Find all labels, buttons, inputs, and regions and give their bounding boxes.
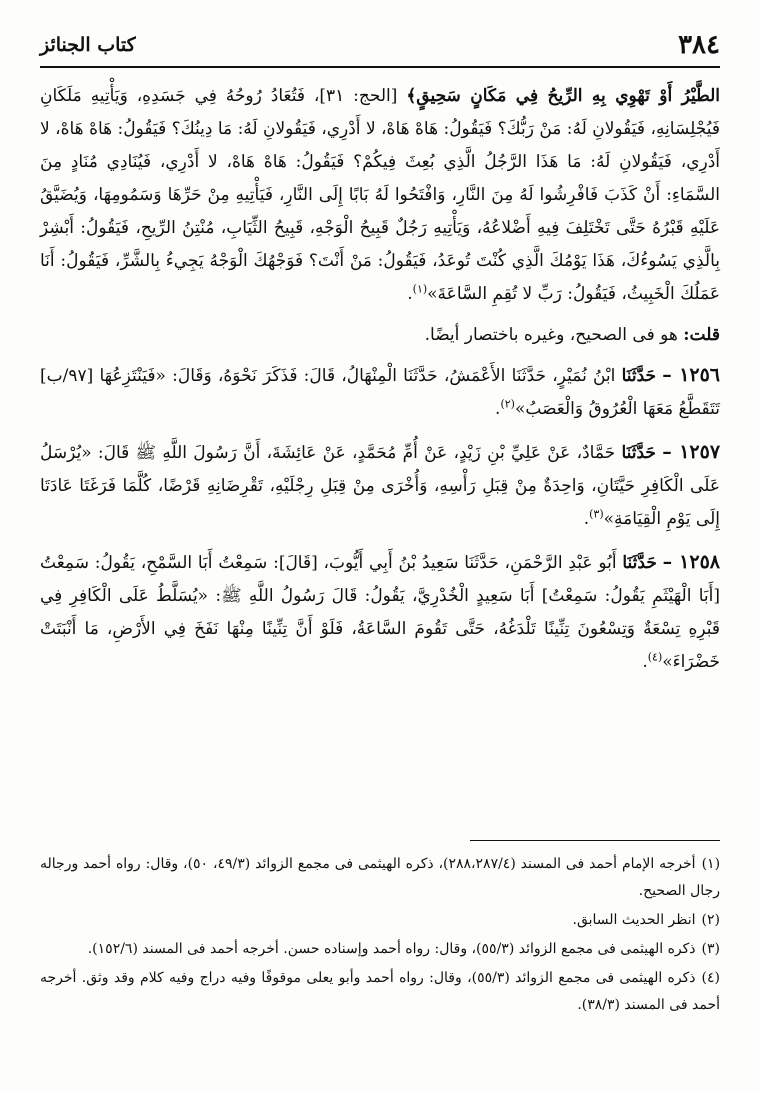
footnote-item: [40, 907, 720, 934]
footnote-number: (٤): [701, 970, 720, 986]
page-number: ٣٨٤: [678, 30, 720, 60]
quran-verse-end: الطَّيْرُ أَوْ تَهْوِي بِهِ الرِّيحُ فِي مَكَانٍ سَحِيقٍ﴾: [406, 86, 720, 106]
footnote-item: [40, 965, 720, 1019]
footnotes-section: [40, 840, 720, 1021]
footnote-ref-2: (٢): [500, 397, 515, 411]
hadith-opening-word: حَدَّثَنَا: [621, 443, 656, 463]
comment-label: قلت:: [683, 325, 720, 345]
hadith-1258: ١٢٥٨ – حَدَّثَنَا أَبُو عَبْدِ الرَّحْمَنِ، حَدَّثَنَا سَعِيدُ بْنُ أَبِي أَيُّوبَ، [قَالَ]: سَمِعْتُ أَبَا السَّمْحِ، يَقُولُ: سَمِعْتُ [أَبَا الْهَيْثَمِ يَقُولُ: سَمِعْتُ] أَبَا سَعِيدٍ الْخُدْرِيَّ، يَقُولُ: قَالَ رَسُولُ اللَّهِ ﷺ: «يُسَلَّطُ عَلَى الْكَافِرِ فِي قَبْرِهِ تِسْعَةٌ وَتِسْعُونَ تِنِّينًا تَلْدَغُهُ، حَتَّى تَقُومَ السَّاعَةُ، فَلَوْ أَنَّ تِنِّينًا مِنْهَا نَفَخَ فِي الأَرْضِ، مَا أَنْبَتَتْ خَضْرَاءَ»$^{(٤)}$.: [40, 551, 720, 672]
footnote-text: ذكره الهيثمى فى مجمع الزوائد (٥٥/٣)، وقال: رواه أحمد وإسناده حسن. أخرجه أحمد فى المسند (١٥٢/٦).: [87, 941, 696, 957]
footnote-number: (٢): [701, 912, 720, 928]
hadith-1257: ١٢٥٧ – حَدَّثَنَا حَمَّادٌ، عَنْ عَلِيِّ بْنِ زَيْدٍ، عَنْ أُمِّ مُحَمَّدٍ، عَنْ عَائِشَةَ، أَنَّ رَسُولَ اللَّهِ ﷺ قَالَ: «يُرْسَلُ عَلَى الْكَافِرِ حَيَّتَانِ، وَاحِدَةٌ مِنْ قِبَلِ رَأْسِهِ، وَأُخْرَى مِنْ قِبَلِ رِجْلَيْهِ، تَقْرِضَانِهِ قَرْضًا، كُلَّمَا فَرَغَتَا عَادَتَا إِلَى يَوْمِ الْقِيَامَةِ»$^{(٣)}$.: [40, 441, 721, 529]
hadith-number: ١٢٥٨ –: [662, 551, 720, 573]
editor-comment: [40, 319, 720, 351]
footnote-number: (١): [701, 856, 721, 872]
footnote-item: [40, 936, 720, 963]
footnote-ref-1: (١): [412, 282, 428, 296]
page-header: [40, 30, 720, 68]
hadith-number: ١٢٥٦ –: [662, 364, 721, 386]
footnote-number: (٣): [701, 941, 720, 957]
hadith-opening-word: حَدَّثَنَا: [621, 366, 657, 386]
running-title: كتاب الجنائز: [40, 34, 136, 56]
footnote-item: [40, 851, 720, 905]
hadith-1256: ١٢٥٦ – حَدَّثَنَا ابْنُ نُمَيْرٍ، حَدَّثَنَا الأَعْمَشُ، حَدَّثَنَا الْمِنْهَالُ، قَالَ: فَذَكَرَ نَحْوَهُ، وَقَالَ: «فَيَنْتَزِعُهَا [٩٧/ب] تَتَقَطَّعُ مَعَهَا الْعُرُوقُ وَالْعَصَبُ»$^{(٢)}$.: [40, 364, 721, 419]
hadith-text: حَمَّادٌ، عَنْ عَلِيِّ بْنِ زَيْدٍ، عَنْ أُمِّ مُحَمَّدٍ، عَنْ عَائِشَةَ، أَنَّ رَسُولَ اللَّهِ ﷺ قَالَ: «يُرْسَلُ عَلَى الْكَافِرِ حَيَّتَانِ، وَاحِدَةٌ مِنْ قِبَلِ رَأْسِهِ، وَأُخْرَى مِنْ قِبَلِ رِجْلَيْهِ، تَقْرِضَانِهِ قَرْضًا، كُلَّمَا فَرَغَتَا عَادَتَا إِلَى يَوْمِ الْقِيَامَةِ»: [40, 443, 720, 529]
opening-text: [الحج: ٣١]، فَتُعَادُ رُوحُهُ فِي جَسَدِهِ، وَيَأْتِيهِ مَلَكَانِ فَيُجْلِسَانِهِ، فَيَقُولانِ لَهُ: مَنْ رَبُّكَ؟ فَيَقُولُ: هَاهْ هَاهْ، لا أَدْرِي، فَيَقُولانِ لَهُ: مَا دِينُكَ؟ فَيَقُولُ: هَاهْ هَاهْ، لا أَدْرِي، فَيَقُولانِ لَهُ: مَا هَذَا الرَّجُلُ الَّذِي بُعِثَ فِيكُمْ؟ فَيَقُولُ: هَاهْ هَاهْ، لا أَدْرِي، فَيُنَادِي مُنَادٍ مِنَ السَّمَاءِ: أَنْ كَذَبَ فَافْرِشُوا لَهُ مِنَ النَّارِ، وَافْتَحُوا لَهُ بَابًا إِلَى النَّارِ، فَيَأْتِيهِ مِنْ حَرِّهَا وَسَمُومِهَا، وَيُضَيَّقُ عَلَيْهِ قَبْرُهُ حَتَّى تَخْتَلِفَ فِيهِ أَضْلاعُهُ، وَيَأْتِيهِ رَجُلٌ قَبِيحُ الْوَجْهِ، قَبِيحُ الثِّيَابِ، مُنْتِنُ الرِّيحِ، فَيَقُولُ: أَبْشِرْ بِالَّذِي يَسُوءُكَ، هَذَا يَوْمُكَ الَّذِي كُنْتَ تُوعَدُ، فَيَقُولُ: مَنْ أَنْتَ؟ فَوَجْهُكَ الْوَجْهُ يَجِيءُ بِالشَّرِّ، فَيَقُولُ: أَنَا عَمَلُكَ الْخَبِيثُ، فَيَقُولُ: رَبِّ لا تُقِمِ السَّاعَةَ»: [40, 86, 720, 304]
footnote-divider: [470, 840, 720, 841]
hadith-text: ابْنُ نُمَيْرٍ، حَدَّثَنَا الأَعْمَشُ، حَدَّثَنَا الْمِنْهَالُ، قَالَ: فَذَكَرَ نَحْوَهُ، وَقَالَ: «فَيَنْتَزِعُهَا [٩٧/ب] تَتَقَطَّعُ مَعَهَا الْعُرُوقُ وَالْعَصَبُ»: [40, 366, 720, 419]
footnote-text: أخرجه الإمام أحمد فى المسند (٢٨٨،٢٨٧/٤)، ذكره الهيثمى فى مجمع الزوائد (٤٩/٣، ٥٠)، وقال: رواه أحمد ورجاله رجال الصحيح.: [40, 856, 720, 899]
footnote-ref-3: (٣): [589, 507, 604, 521]
hadith-text: أَبُو عَبْدِ الرَّحْمَنِ، حَدَّثَنَا سَعِيدُ بْنُ أَبِي أَيُّوبَ، [قَالَ]: سَمِعْتُ أَبَا السَّمْحِ، يَقُولُ: سَمِعْتُ [أَبَا الْهَيْثَمِ يَقُولُ: سَمِعْتُ] أَبَا سَعِيدٍ الْخُدْرِيَّ، يَقُولُ: قَالَ رَسُولُ اللَّهِ ﷺ: «يُسَلَّطُ عَلَى الْكَافِرِ فِي قَبْرِهِ تِسْعَةٌ وَتِسْعُونَ تِنِّينًا تَلْدَغُهُ، حَتَّى تَقُومَ السَّاعَةُ، فَلَوْ أَنَّ تِنِّينًا مِنْهَا نَفَخَ فِي الأَرْضِ، مَا أَنْبَتَتْ خَضْرَاءَ»: [40, 553, 720, 672]
opening-paragraph: الطَّيْرُ أَوْ تَهْوِي بِهِ الرِّيحُ فِي مَكَانٍ سَحِيقٍ﴾ [الحج: ٣١]، فَتُعَادُ رُوحُهُ فِي جَسَدِهِ، وَيَأْتِيهِ مَلَكَانِ فَيُجْلِسَانِهِ، فَيَقُولانِ لَهُ: مَنْ رَبُّكَ؟ فَيَقُولُ: هَاهْ هَاهْ، لا أَدْرِي، فَيَقُولانِ لَهُ: مَا دِينُكَ؟ فَيَقُولُ: هَاهْ هَاهْ، لا أَدْرِي، فَيَقُولانِ لَهُ: مَا هَذَا الرَّجُلُ الَّذِي بُعِثَ فِيكُمْ؟ فَيَقُولُ: هَاهْ هَاهْ، لا أَدْرِي، فَيُنَادِي مُنَادٍ مِنَ السَّمَاءِ: أَنْ كَذَبَ فَافْرِشُوا لَهُ مِنَ النَّارِ، وَافْتَحُوا لَهُ بَابًا إِلَى النَّارِ، فَيَأْتِيهِ مِنْ حَرِّهَا وَسَمُومِهَا، وَيُضَيَّقُ عَلَيْهِ قَبْرُهُ حَتَّى تَخْتَلِفَ فِيهِ أَضْلاعُهُ، وَيَأْتِيهِ رَجُلٌ قَبِيحُ الْوَجْهِ، قَبِيحُ الثِّيَابِ، مُنْتِنُ الرِّيحِ، فَيَقُولُ: أَبْشِرْ بِالَّذِي يَسُوءُكَ، هَذَا يَوْمُكَ الَّذِي كُنْتَ تُوعَدُ، فَيَقُولُ: مَنْ أَنْتَ؟ فَوَجْهُكَ الْوَجْهُ يَجِيءُ بِالشَّرِّ، فَيَقُولُ: أَنَا عَمَلُكَ الْخَبِيثُ، فَيَقُولُ: رَبِّ لا تُقِمِ السَّاعَةَ»$^{(١)}$.: [40, 86, 720, 304]
footnote-text: انظر الحديث السابق.: [572, 912, 696, 928]
comment-text: هو فى الصحيح، وغيره باختصار أيضًا.: [424, 325, 678, 345]
hadith-opening-word: حَدَّثَنَا: [622, 553, 657, 573]
footnote-text: ذكره الهيثمى فى مجمع الزوائد (٥٥/٣)، وقال: رواه أحمد وأبو يعلى موقوفًا وفيه دراج وفيه كلام وقد وثق. أخرجه أحمد فى المسند (٣٨/٣).: [40, 970, 720, 1013]
footnote-ref-4: (٤): [647, 650, 663, 664]
hadith-number: ١٢٥٧ –: [662, 441, 721, 463]
footnote-list: [40, 851, 720, 1019]
